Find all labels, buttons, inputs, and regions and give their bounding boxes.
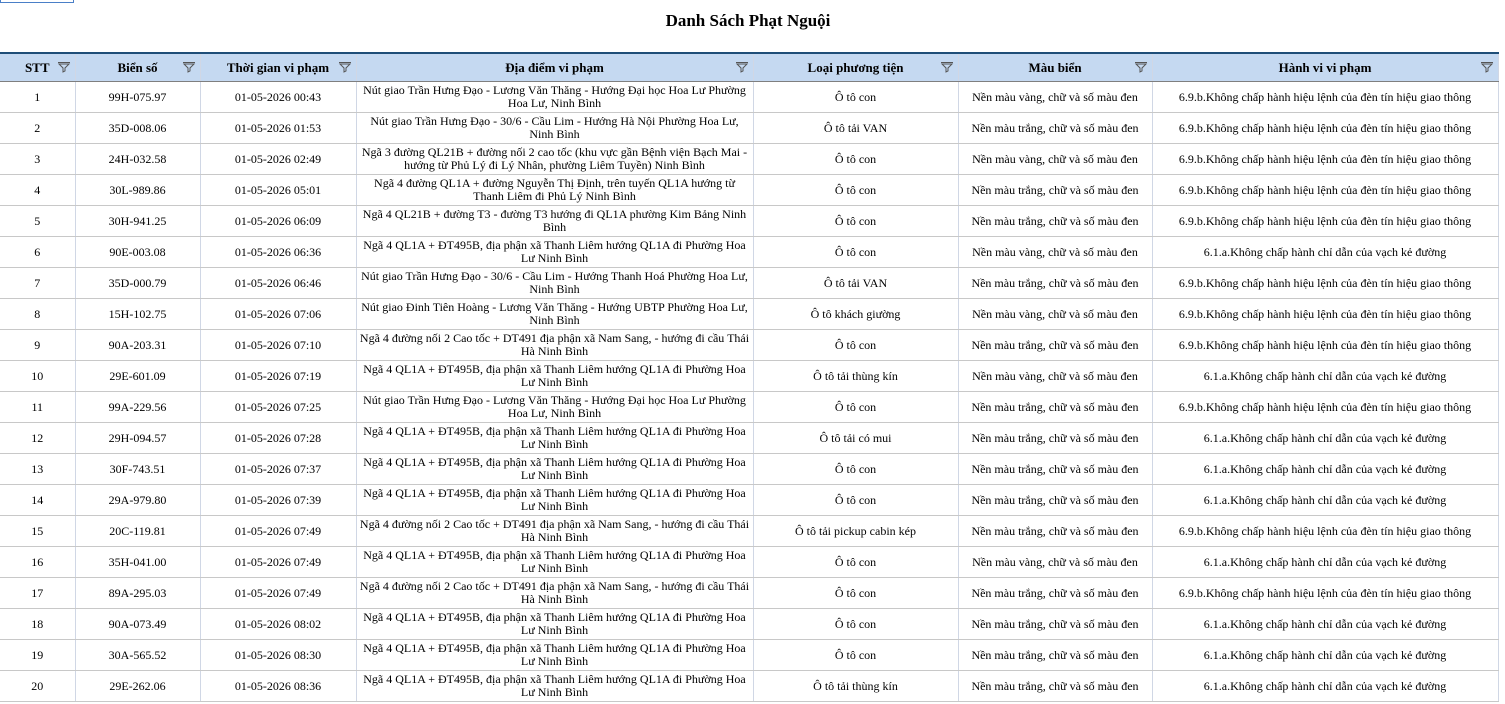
- table-row[interactable]: [0, 144, 1498, 175]
- cell-vehicle[interactable]: Ô tô con: [753, 144, 958, 175]
- table-row[interactable]: [0, 454, 1498, 485]
- cell-stt[interactable]: 1: [0, 82, 75, 113]
- cell-violation[interactable]: 6.1.a.Không chấp hành chỉ dẫn của vạch kẻ đường: [1152, 609, 1498, 640]
- filter-icon[interactable]: [181, 59, 197, 75]
- cell-vehicle[interactable]: Ô tô con: [753, 82, 958, 113]
- cell-plate[interactable]: 35D-000.79: [75, 268, 200, 299]
- cell-stt[interactable]: 13: [0, 454, 75, 485]
- table-row[interactable]: [0, 547, 1498, 578]
- page-title: Danh Sách Phạt Nguội: [665, 11, 831, 30]
- cell-time[interactable]: 01-05-2026 07:37: [200, 454, 356, 485]
- cell-stt[interactable]: 17: [0, 578, 75, 609]
- table-row[interactable]: [0, 206, 1498, 237]
- cell-location[interactable]: Ngã 4 QL21B + đường T3 - đường T3 hướng đi QL1A phường Kim Bảng Ninh Bình: [356, 206, 753, 237]
- cell-time[interactable]: 01-05-2026 07:28: [200, 423, 356, 454]
- cell-violation[interactable]: 6.1.a.Không chấp hành chỉ dẫn của vạch kẻ đường: [1152, 361, 1498, 392]
- cell-vehicle[interactable]: Ô tô tải thùng kín: [753, 361, 958, 392]
- table-row[interactable]: [0, 423, 1498, 454]
- cell-location[interactable]: Nút giao Trần Hưng Đạo - Lương Văn Thăng - Hướng Đại học Hoa Lư Phường Hoa Lư, Ninh Bình: [356, 82, 753, 113]
- filter-icon[interactable]: [56, 59, 72, 75]
- column-header-stt[interactable]: STT: [0, 53, 75, 82]
- cell-stt[interactable]: 16: [0, 547, 75, 578]
- table-row[interactable]: [0, 392, 1498, 423]
- cell-vehicle[interactable]: Ô tô con: [753, 206, 958, 237]
- cell-stt[interactable]: 20: [0, 671, 75, 702]
- cell-stt[interactable]: 5: [0, 206, 75, 237]
- cell-plate-color[interactable]: Nền màu trắng, chữ và số màu đen: [958, 113, 1152, 144]
- table-row[interactable]: [0, 299, 1498, 330]
- cell-plate-color[interactable]: Nền màu trắng, chữ và số màu đen: [958, 175, 1152, 206]
- cell-location[interactable]: Nút giao Trần Hưng Đạo - 30/6 - Cầu Lim - Hướng Hà Nội Phường Hoa Lư, Ninh Bình: [356, 113, 753, 144]
- cell-location[interactable]: Ngã 4 QL1A + ĐT495B, địa phận xã Thanh Liêm hướng QL1A đi Phường Hoa Lư Ninh Bình: [356, 547, 753, 578]
- cell-vehicle[interactable]: Ô tô tải VAN: [753, 268, 958, 299]
- filter-icon[interactable]: [337, 59, 353, 75]
- cell-plate[interactable]: 30H-941.25: [75, 206, 200, 237]
- cell-location[interactable]: Ngã 4 đường nối 2 Cao tốc + DT491 địa phận xã Nam Sang, - hướng đi cầu Thái Hà Ninh Bình: [356, 330, 753, 361]
- cell-location[interactable]: Nút giao Trần Hưng Đạo - 30/6 - Cầu Lim - Hướng Thanh Hoá Phường Hoa Lư, Ninh Bình: [356, 268, 753, 299]
- cell-violation[interactable]: 6.9.b.Không chấp hành hiệu lệnh của đèn tín hiệu giao thông: [1152, 268, 1498, 299]
- cell-location[interactable]: Ngã 4 đường QL1A + đường Nguyễn Thị Định, trên tuyến QL1A hướng từ Thanh Liêm đi Phủ Lý Ninh Bình: [356, 175, 753, 206]
- cell-violation[interactable]: 6.9.b.Không chấp hành hiệu lệnh của đèn tín hiệu giao thông: [1152, 175, 1498, 206]
- cell-plate-color[interactable]: Nền màu trắng, chữ và số màu đen: [958, 609, 1152, 640]
- cell-vehicle[interactable]: Ô tô tải pickup cabin kép: [753, 516, 958, 547]
- cell-plate[interactable]: 30F-743.51: [75, 454, 200, 485]
- cell-location[interactable]: Ngã 4 QL1A + ĐT495B, địa phận xã Thanh Liêm hướng QL1A đi Phường Hoa Lư Ninh Bình: [356, 671, 753, 702]
- cell-violation[interactable]: 6.1.a.Không chấp hành chỉ dẫn của vạch kẻ đường: [1152, 454, 1498, 485]
- cell-time[interactable]: 01-05-2026 07:39: [200, 485, 356, 516]
- cell-time[interactable]: 01-05-2026 07:06: [200, 299, 356, 330]
- cell-vehicle[interactable]: Ô tô con: [753, 640, 958, 671]
- cell-plate[interactable]: 90A-203.31: [75, 330, 200, 361]
- column-header-plate[interactable]: Biển số: [75, 53, 200, 82]
- cell-time[interactable]: 01-05-2026 00:43: [200, 82, 356, 113]
- cell-location[interactable]: Nút giao Trần Hưng Đạo - Lương Văn Thăng - Hướng Đại học Hoa Lư Phường Hoa Lư, Ninh Bình: [356, 392, 753, 423]
- cell-time[interactable]: 01-05-2026 06:46: [200, 268, 356, 299]
- table-row[interactable]: [0, 609, 1498, 640]
- cell-plate-color[interactable]: Nền màu trắng, chữ và số màu đen: [958, 640, 1152, 671]
- cell-plate-color[interactable]: Nền màu vàng, chữ và số màu đen: [958, 237, 1152, 268]
- cell-stt[interactable]: 14: [0, 485, 75, 516]
- cell-violation[interactable]: 6.1.a.Không chấp hành chỉ dẫn của vạch kẻ đường: [1152, 237, 1498, 268]
- cell-violation[interactable]: 6.9.b.Không chấp hành hiệu lệnh của đèn tín hiệu giao thông: [1152, 206, 1498, 237]
- column-header-location[interactable]: Địa điểm vi phạm: [356, 53, 753, 82]
- cell-location[interactable]: Ngã 4 QL1A + ĐT495B, địa phận xã Thanh Liêm hướng QL1A đi Phường Hoa Lư Ninh Bình: [356, 485, 753, 516]
- filter-icon[interactable]: [939, 59, 955, 75]
- table-row[interactable]: [0, 640, 1498, 671]
- cell-selection-box: [0, 0, 74, 3]
- cell-stt[interactable]: 11: [0, 392, 75, 423]
- cell-location[interactable]: Ngã 4 QL1A + ĐT495B, địa phận xã Thanh Liêm hướng QL1A đi Phường Hoa Lư Ninh Bình: [356, 423, 753, 454]
- cell-plate[interactable]: 20C-119.81: [75, 516, 200, 547]
- cell-plate[interactable]: 29E-601.09: [75, 361, 200, 392]
- cell-vehicle[interactable]: Ô tô tải thùng kín: [753, 671, 958, 702]
- cell-stt[interactable]: 12: [0, 423, 75, 454]
- cell-plate[interactable]: 29E-262.06: [75, 671, 200, 702]
- cell-plate[interactable]: 29H-094.57: [75, 423, 200, 454]
- cell-vehicle[interactable]: Ô tô con: [753, 454, 958, 485]
- cell-stt[interactable]: 6: [0, 237, 75, 268]
- cell-vehicle[interactable]: Ô tô con: [753, 237, 958, 268]
- cell-plate-color[interactable]: Nền màu trắng, chữ và số màu đen: [958, 268, 1152, 299]
- cell-plate-color[interactable]: Nền màu trắng, chữ và số màu đen: [958, 454, 1152, 485]
- cell-location[interactable]: Nút giao Đinh Tiên Hoàng - Lương Văn Thăng - Hướng UBTP Phường Hoa Lư, Ninh Bình: [356, 299, 753, 330]
- cell-location[interactable]: Ngã 4 QL1A + ĐT495B, địa phận xã Thanh Liêm hướng QL1A đi Phường Hoa Lư Ninh Bình: [356, 237, 753, 268]
- cell-plate-color[interactable]: Nền màu trắng, chữ và số màu đen: [958, 671, 1152, 702]
- cell-stt[interactable]: 2: [0, 113, 75, 144]
- cell-vehicle[interactable]: Ô tô khách giường: [753, 299, 958, 330]
- cell-location[interactable]: Ngã 4 đường nối 2 Cao tốc + DT491 địa phận xã Nam Sang, - hướng đi cầu Thái Hà Ninh Bình: [356, 578, 753, 609]
- cell-vehicle[interactable]: Ô tô con: [753, 578, 958, 609]
- table-row[interactable]: [0, 671, 1498, 702]
- cell-plate-color[interactable]: Nền màu trắng, chữ và số màu đen: [958, 578, 1152, 609]
- table-row[interactable]: [0, 113, 1498, 144]
- cell-plate-color[interactable]: Nền màu trắng, chữ và số màu đen: [958, 516, 1152, 547]
- cell-plate[interactable]: 90A-073.49: [75, 609, 200, 640]
- cell-time[interactable]: 01-05-2026 07:49: [200, 516, 356, 547]
- cell-time[interactable]: 01-05-2026 07:49: [200, 578, 356, 609]
- cell-plate[interactable]: 24H-032.58: [75, 144, 200, 175]
- cell-stt[interactable]: 4: [0, 175, 75, 206]
- cell-time[interactable]: 01-05-2026 08:36: [200, 671, 356, 702]
- cell-vehicle[interactable]: Ô tô con: [753, 175, 958, 206]
- table-row[interactable]: [0, 330, 1498, 361]
- cell-violation[interactable]: 6.9.b.Không chấp hành hiệu lệnh của đèn tín hiệu giao thông: [1152, 144, 1498, 175]
- cell-location[interactable]: Ngã 4 QL1A + ĐT495B, địa phận xã Thanh Liêm hướng QL1A đi Phường Hoa Lư Ninh Bình: [356, 640, 753, 671]
- cell-location[interactable]: Ngã 4 QL1A + ĐT495B, địa phận xã Thanh Liêm hướng QL1A đi Phường Hoa Lư Ninh Bình: [356, 361, 753, 392]
- cell-plate-color[interactable]: Nền màu vàng, chữ và số màu đen: [958, 299, 1152, 330]
- filter-icon[interactable]: [1479, 59, 1495, 75]
- cell-time[interactable]: 01-05-2026 07:25: [200, 392, 356, 423]
- cell-time[interactable]: 01-05-2026 02:49: [200, 144, 356, 175]
- cell-plate[interactable]: 99A-229.56: [75, 392, 200, 423]
- cell-plate-color[interactable]: Nền màu trắng, chữ và số màu đen: [958, 423, 1152, 454]
- cell-location[interactable]: Ngã 3 đường QL21B + đường nối 2 cao tốc (khu vực gần Bệnh viện Bạch Mai - hướng từ Phủ Lý đi Lý Nhân, phường Liêm Tuyền) Ninh Bình: [356, 144, 753, 175]
- column-header-time[interactable]: Thời gian vi phạm: [200, 53, 356, 82]
- cell-plate-color[interactable]: Nền màu vàng, chữ và số màu đen: [958, 361, 1152, 392]
- cell-location[interactable]: Ngã 4 đường nối 2 Cao tốc + DT491 địa phận xã Nam Sang, - hướng đi cầu Thái Hà Ninh Bình: [356, 516, 753, 547]
- cell-violation[interactable]: 6.9.b.Không chấp hành hiệu lệnh của đèn tín hiệu giao thông: [1152, 299, 1498, 330]
- cell-plate[interactable]: 89A-295.03: [75, 578, 200, 609]
- filter-icon[interactable]: [1133, 59, 1149, 75]
- cell-plate-color[interactable]: Nền màu trắng, chữ và số màu đen: [958, 330, 1152, 361]
- cell-stt[interactable]: 8: [0, 299, 75, 330]
- cell-plate-color[interactable]: Nền màu vàng, chữ và số màu đen: [958, 547, 1152, 578]
- cell-vehicle[interactable]: Ô tô con: [753, 485, 958, 516]
- cell-plate[interactable]: 35H-041.00: [75, 547, 200, 578]
- column-header-violation[interactable]: Hành vi vi phạm: [1152, 53, 1498, 82]
- cell-violation[interactable]: 6.1.a.Không chấp hành chỉ dẫn của vạch kẻ đường: [1152, 640, 1498, 671]
- header-row: [0, 53, 1498, 82]
- cell-time[interactable]: 01-05-2026 05:01: [200, 175, 356, 206]
- cell-violation[interactable]: 6.9.b.Không chấp hành hiệu lệnh của đèn tín hiệu giao thông: [1152, 516, 1498, 547]
- table-row[interactable]: [0, 268, 1498, 299]
- cell-plate[interactable]: 15H-102.75: [75, 299, 200, 330]
- cell-vehicle[interactable]: Ô tô tải có mui: [753, 423, 958, 454]
- cell-plate-color[interactable]: Nền màu trắng, chữ và số màu đen: [958, 206, 1152, 237]
- cell-plate-color[interactable]: Nền màu vàng, chữ và số màu đen: [958, 144, 1152, 175]
- cell-plate[interactable]: 29A-979.80: [75, 485, 200, 516]
- cell-violation[interactable]: 6.9.b.Không chấp hành hiệu lệnh của đèn tín hiệu giao thông: [1152, 330, 1498, 361]
- cell-time[interactable]: 01-05-2026 08:30: [200, 640, 356, 671]
- cell-time[interactable]: 01-05-2026 06:09: [200, 206, 356, 237]
- cell-plate[interactable]: 35D-008.06: [75, 113, 200, 144]
- cell-time[interactable]: 01-05-2026 08:02: [200, 609, 356, 640]
- column-header-vehicle[interactable]: Loại phương tiện: [753, 53, 958, 82]
- cell-violation[interactable]: 6.9.b.Không chấp hành hiệu lệnh của đèn tín hiệu giao thông: [1152, 82, 1498, 113]
- table-row[interactable]: [0, 516, 1498, 547]
- cell-time[interactable]: 01-05-2026 07:49: [200, 547, 356, 578]
- cell-violation[interactable]: 6.1.a.Không chấp hành chỉ dẫn của vạch kẻ đường: [1152, 485, 1498, 516]
- table-row[interactable]: [0, 361, 1498, 392]
- table-row[interactable]: [0, 485, 1498, 516]
- table-row[interactable]: [0, 237, 1498, 268]
- cell-plate-color[interactable]: Nền màu trắng, chữ và số màu đen: [958, 485, 1152, 516]
- cell-stt[interactable]: 18: [0, 609, 75, 640]
- cell-time[interactable]: 01-05-2026 01:53: [200, 113, 356, 144]
- filter-icon[interactable]: [734, 59, 750, 75]
- cell-plate[interactable]: 30A-565.52: [75, 640, 200, 671]
- cell-vehicle[interactable]: Ô tô con: [753, 392, 958, 423]
- cell-violation[interactable]: 6.9.b.Không chấp hành hiệu lệnh của đèn tín hiệu giao thông: [1152, 113, 1498, 144]
- cell-time[interactable]: 01-05-2026 07:10: [200, 330, 356, 361]
- cell-stt[interactable]: 15: [0, 516, 75, 547]
- column-header-plate-color[interactable]: Màu biển: [958, 53, 1152, 82]
- cell-vehicle[interactable]: Ô tô con: [753, 547, 958, 578]
- cell-violation[interactable]: 6.1.a.Không chấp hành chỉ dẫn của vạch kẻ đường: [1152, 423, 1498, 454]
- cell-violation[interactable]: 6.1.a.Không chấp hành chỉ dẫn của vạch kẻ đường: [1152, 547, 1498, 578]
- cell-violation[interactable]: 6.9.b.Không chấp hành hiệu lệnh của đèn tín hiệu giao thông: [1152, 392, 1498, 423]
- cell-time[interactable]: 01-05-2026 06:36: [200, 237, 356, 268]
- violations-table: [0, 52, 1499, 702]
- cell-plate-color[interactable]: Nền màu vàng, chữ và số màu đen: [958, 82, 1152, 113]
- cell-plate-color[interactable]: Nền màu trắng, chữ và số màu đen: [958, 392, 1152, 423]
- table-row[interactable]: [0, 175, 1498, 206]
- cell-vehicle[interactable]: Ô tô tải VAN: [753, 113, 958, 144]
- cell-plate[interactable]: 30L-989.86: [75, 175, 200, 206]
- cell-stt[interactable]: 19: [0, 640, 75, 671]
- cell-stt[interactable]: 7: [0, 268, 75, 299]
- cell-plate[interactable]: 90E-003.08: [75, 237, 200, 268]
- cell-stt[interactable]: 9: [0, 330, 75, 361]
- cell-vehicle[interactable]: Ô tô con: [753, 330, 958, 361]
- cell-location[interactable]: Ngã 4 QL1A + ĐT495B, địa phận xã Thanh Liêm hướng QL1A đi Phường Hoa Lư Ninh Bình: [356, 454, 753, 485]
- cell-stt[interactable]: 3: [0, 144, 75, 175]
- cell-location[interactable]: Ngã 4 QL1A + ĐT495B, địa phận xã Thanh Liêm hướng QL1A đi Phường Hoa Lư Ninh Bình: [356, 609, 753, 640]
- cell-time[interactable]: 01-05-2026 07:19: [200, 361, 356, 392]
- table-row[interactable]: [0, 82, 1498, 113]
- cell-vehicle[interactable]: Ô tô con: [753, 609, 958, 640]
- cell-stt[interactable]: 10: [0, 361, 75, 392]
- cell-violation[interactable]: 6.1.a.Không chấp hành chỉ dẫn của vạch kẻ đường: [1152, 671, 1498, 702]
- table-row[interactable]: [0, 578, 1498, 609]
- cell-violation[interactable]: 6.9.b.Không chấp hành hiệu lệnh của đèn tín hiệu giao thông: [1152, 578, 1498, 609]
- cell-plate[interactable]: 99H-075.97: [75, 82, 200, 113]
